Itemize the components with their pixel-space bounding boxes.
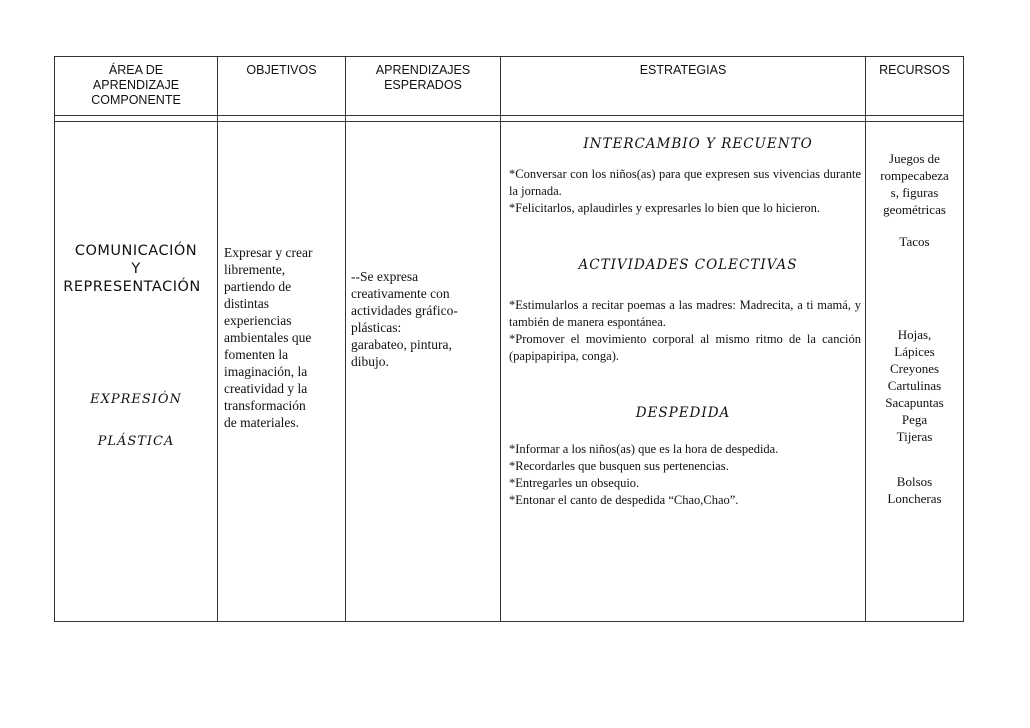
strategy-item: *Estimularlos a recitar poemas a las madres: Madrecita, a ti mamá, y también de manera espontánea.	[509, 298, 861, 329]
strategy-item: *Recordarles que busquen sus pertenencias.	[509, 459, 729, 473]
header-objetivos: OBJETIVOS	[218, 57, 346, 116]
objetivos-cell	[218, 122, 346, 622]
strategy-list-intercambio	[501, 166, 865, 217]
strategy-list-colectivas	[501, 297, 865, 365]
aprendizajes-text: --Se expresa creativamente con actividades gráfico- plásticas: garabateo, pintura, dibujo.	[351, 269, 458, 369]
area-title: COMUNICACIÓN Y REPRESENTACIÓN	[63, 243, 201, 295]
strategy-title-despedida: DESPEDIDA	[635, 405, 731, 421]
strategy-item: *Informar a los niños(as) que es la hora de despedida.	[509, 442, 779, 456]
strategy-title-intercambio: INTERCAMBIO Y RECUENTO	[583, 136, 813, 152]
strategy-item: *Conversar con los niños(as) para que expresen sus vivencias durante la jornada.	[509, 167, 861, 198]
header-aprendizajes: APRENDIZAJES ESPERADOS	[346, 57, 501, 116]
header-estrategias: ESTRATEGIAS	[501, 57, 866, 116]
resource-group-4: Bolsos Loncheras	[887, 474, 942, 506]
resource-group-2: Tacos	[899, 234, 930, 249]
objetivos-text: Expresar y crear libremente, partiendo de distintas experiencias ambientales que fomenten la imaginación, la creatividad y la transformación de materiales.	[224, 245, 313, 430]
resource-group-1: Juegos de rompecabeza s, figuras geométricas	[880, 151, 949, 217]
header-area: ÁREA DE APRENDIZAJE COMPONENTE	[55, 57, 218, 116]
planning-table	[54, 56, 964, 622]
recursos-cell	[866, 122, 964, 622]
header-recursos: RECURSOS	[866, 57, 964, 116]
strategy-item: *Entregarles un obsequio.	[509, 476, 640, 490]
area-cell	[55, 122, 218, 622]
resource-group-3: Hojas, Lápices Creyones Cartulinas Sacapuntas Pega Tijeras	[885, 327, 944, 444]
content-row	[55, 122, 964, 622]
strategy-item: *Felicitarlos, aplaudirles y expresarles lo bien que lo hicieron.	[509, 201, 821, 215]
strategy-list-despedida	[501, 441, 865, 509]
estrategias-cell	[501, 122, 866, 622]
area-sub-plastica: PLÁSTICA	[97, 434, 175, 449]
strategy-item: *Promover el movimiento corporal al mismo ritmo de la canción (papipapiripa, conga).	[509, 332, 861, 363]
strategy-item: *Entonar el canto de despedida “Chao,Chao”.	[509, 493, 739, 507]
strategy-title-colectivas: ACTIVIDADES COLECTIVAS	[578, 257, 798, 273]
area-sub-expresion: EXPRESIÓN	[90, 392, 182, 407]
header-row	[55, 57, 964, 116]
aprendizajes-cell	[346, 122, 501, 622]
